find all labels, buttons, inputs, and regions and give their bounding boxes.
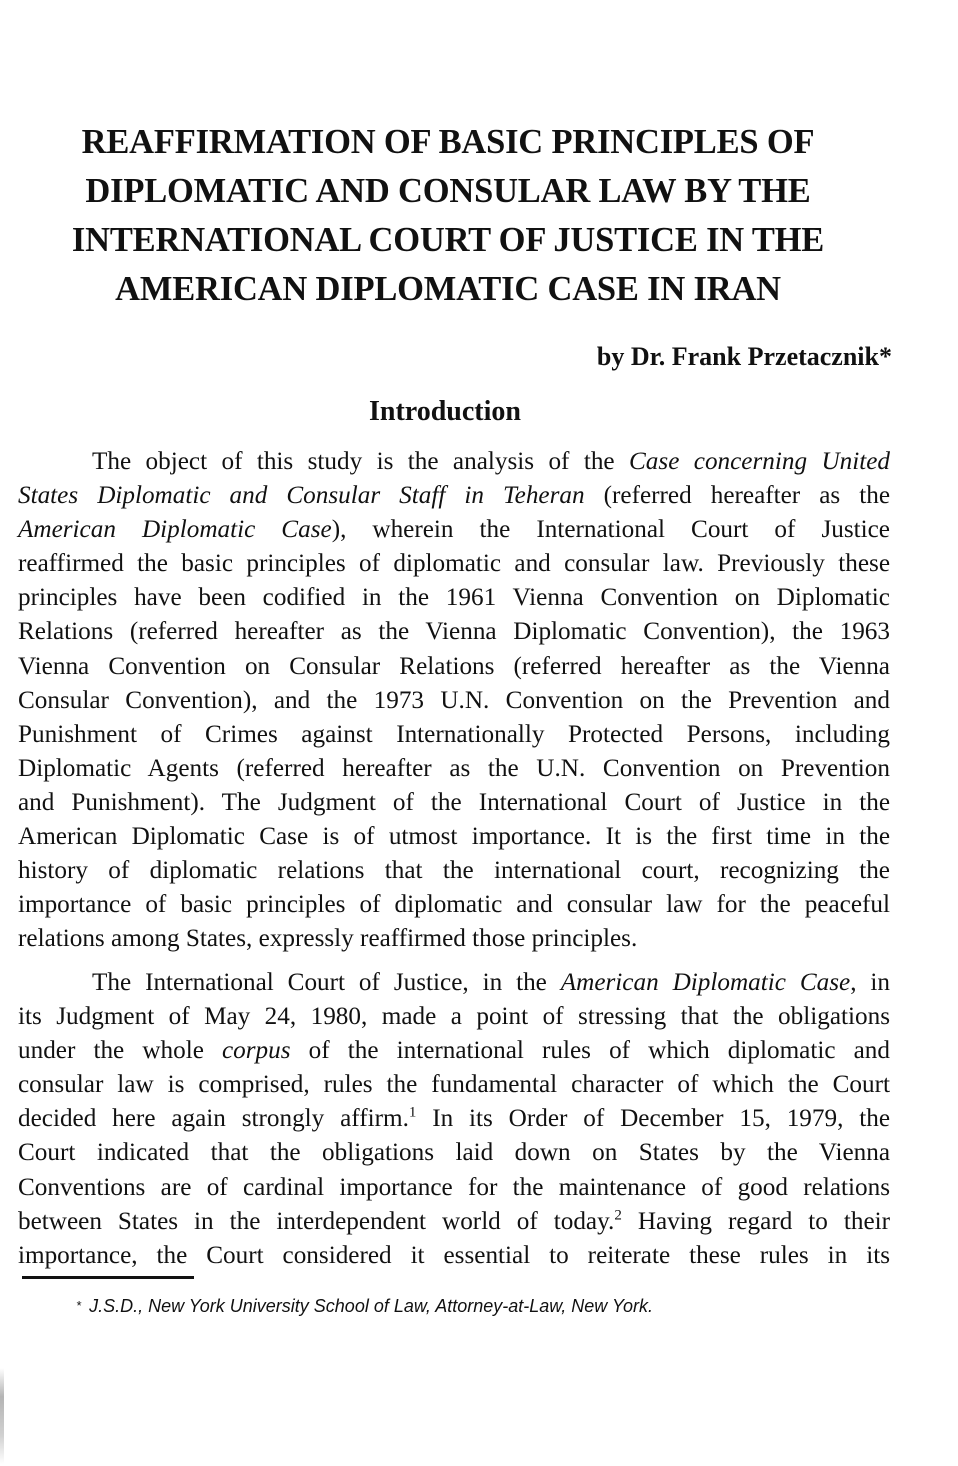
text-line <box>18 1205 890 1239</box>
text-line <box>18 1034 890 1068</box>
text-run: importance, the Court considered it essential to reiterate these rules in its <box>18 1241 890 1269</box>
text-run: Having regard to their <box>621 1207 891 1235</box>
text-run: The object of this study is the analysis of the <box>92 448 629 475</box>
footnote-marker: * <box>76 1298 82 1313</box>
footnote-reference: 1 <box>408 1104 417 1121</box>
text-run: Punishment of Crimes against Internationally Protected Persons, including <box>18 720 890 748</box>
text-line <box>18 1239 890 1273</box>
text-run: American Diplomatic Case is of utmost importance. It is the first time in the <box>18 823 890 851</box>
text-run: , in <box>850 969 890 996</box>
text-line <box>18 684 890 718</box>
text-line <box>18 854 890 888</box>
italic-text: American Diplomatic Case <box>560 969 851 996</box>
text-line <box>18 922 890 956</box>
text-run: Consular Convention), and the 1973 U.N. Convention on the Prevention and <box>18 686 890 714</box>
body-paragraph <box>18 966 890 1273</box>
title-line: INTERNATIONAL COURT OF JUSTICE IN THE <box>71 221 825 259</box>
text-run: relations among States, expressly reaffirmed those principles. <box>18 925 638 953</box>
text-run: and Punishment). The Judgment of the International Court of Justice in the <box>18 788 890 816</box>
italic-text: Case concerning United <box>629 448 891 475</box>
text-line <box>18 513 890 547</box>
text-line <box>18 718 890 752</box>
text-run: Vienna Convention on Consular Relations (referred hereafter as the Vienna <box>18 652 890 680</box>
italic-text: corpus <box>221 1037 291 1065</box>
text-run: In its Order of December 15, 1979, the <box>416 1105 890 1133</box>
title-line: AMERICAN DIPLOMATIC CASE IN IRAN <box>115 270 781 308</box>
text-line <box>18 650 890 684</box>
text-run: (referred hereafter as the <box>584 482 890 510</box>
footnote <box>76 1294 776 1318</box>
text-run: Relations (referred hereafter as the Vienna Diplomatic Convention), the 1963 <box>18 618 890 646</box>
text-line <box>18 1000 890 1034</box>
text-run: consular law is comprised, rules the fundamental character of which the Court <box>18 1071 890 1099</box>
section-heading: Introduction <box>369 396 521 427</box>
text-line <box>18 445 890 479</box>
text-run: of the international rules of which diplomatic and <box>290 1037 890 1065</box>
text-run: Diplomatic Agents (referred hereafter as the U.N. Convention on Prevention <box>18 754 890 782</box>
author-byline: by Dr. Frank Przetacznik* <box>596 342 892 371</box>
text-line <box>18 1171 890 1205</box>
title-line: DIPLOMATIC AND CONSULAR LAW BY THE <box>85 172 811 210</box>
text-run: its Judgment of May 24, 1980, made a point of stressing that the obligations <box>18 1003 890 1031</box>
text-line <box>18 547 890 581</box>
text-line <box>18 1102 890 1136</box>
text-line <box>18 1068 890 1102</box>
title-line: REAFFIRMATION OF BASIC PRINCIPLES OF <box>81 123 815 161</box>
text-run: The International Court of Justice, in the <box>92 969 561 996</box>
text-run: Conventions are of cardinal importance for the maintenance of good relations <box>18 1173 890 1201</box>
text-run: history of diplomatic relations that the international court, recognizing the <box>18 857 890 885</box>
text-line <box>18 966 890 1000</box>
text-line <box>18 786 890 820</box>
text-run: principles have been codified in the 1961 Vienna Convention on Diplomatic <box>18 584 890 612</box>
text-run: ), wherein the International Court of Justice <box>331 516 890 544</box>
text-line <box>18 581 890 615</box>
italic-text: American Diplomatic Case <box>18 516 332 544</box>
footnote-separator <box>22 1276 194 1279</box>
text-line <box>18 888 890 922</box>
text-line <box>18 615 890 649</box>
text-run: Court indicated that the obligations laid down on States by the Vienna <box>18 1139 890 1167</box>
text-run: between States in the interdependent world of today. <box>18 1207 615 1235</box>
text-line <box>18 1136 890 1170</box>
footnote-text: J.S.D., New York University School of Law, Attorney-at-Law, New York. <box>89 1296 653 1316</box>
text-run: reaffirmed the basic principles of diplomatic and consular law. Previously these <box>18 550 890 578</box>
scan-edge-artifact <box>0 1368 4 1464</box>
text-line <box>18 752 890 786</box>
text-run: under the whole <box>18 1037 222 1065</box>
text-line <box>18 479 890 513</box>
italic-text: States Diplomatic and Consular Staff in Teheran <box>18 482 585 510</box>
text-line <box>18 820 890 854</box>
text-run: decided here again strongly affirm. <box>18 1105 409 1133</box>
document-title <box>20 118 876 314</box>
text-run: importance of basic principles of diplomatic and consular law for the peaceful <box>18 891 890 919</box>
footnote-reference: 2 <box>614 1207 622 1224</box>
body-paragraph <box>18 445 890 956</box>
